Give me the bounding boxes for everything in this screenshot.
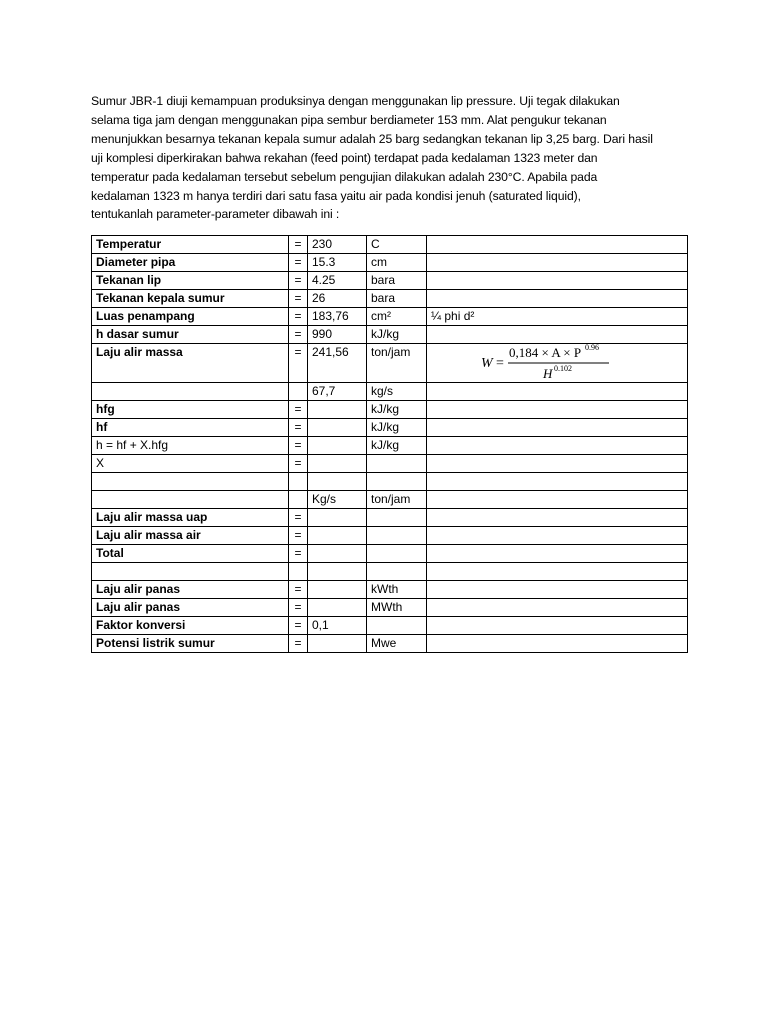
row-unit: cm²	[367, 308, 427, 326]
row-equals	[289, 473, 308, 491]
row-note	[427, 527, 688, 545]
problem-line: tentukanlah parameter-parameter dibawah ini :	[91, 207, 340, 222]
row-value	[308, 401, 367, 419]
table-row	[92, 290, 688, 308]
row-label	[92, 563, 289, 581]
row-label: Laju alir panas	[92, 581, 289, 599]
row-equals	[289, 383, 308, 401]
row-value	[308, 419, 367, 437]
row-note: ¼ phi d²	[427, 308, 688, 326]
row-unit	[367, 473, 427, 491]
row-label: Laju alir massa air	[92, 527, 289, 545]
row-note	[427, 635, 688, 653]
row-note	[427, 383, 688, 401]
row-note	[427, 437, 688, 455]
row-value	[308, 455, 367, 473]
row-equals: =	[289, 254, 308, 272]
row-note	[427, 272, 688, 290]
row-value: 183,76	[308, 308, 367, 326]
row-equals	[289, 563, 308, 581]
table-row	[92, 635, 688, 653]
table-row	[92, 344, 688, 383]
row-label: Tekanan lip	[92, 272, 289, 290]
row-equals: =	[289, 326, 308, 344]
table-row	[92, 401, 688, 419]
table-row	[92, 326, 688, 344]
row-note	[427, 401, 688, 419]
row-note	[427, 473, 688, 491]
row-equals: =	[289, 401, 308, 419]
row-note	[427, 491, 688, 509]
row-label: Temperatur	[92, 236, 289, 254]
row-value	[308, 527, 367, 545]
table-row	[92, 308, 688, 326]
row-value	[308, 509, 367, 527]
problem-line: selama tiga jam dengan menggunakan pipa sembur berdiameter 153 mm. Alat pengukur tekanan	[91, 112, 607, 127]
row-equals: =	[289, 290, 308, 308]
row-unit: kJ/kg	[367, 326, 427, 344]
row-unit: Mwe	[367, 635, 427, 653]
problem-line: Sumur JBR-1 diuji kemampuan produksinya dengan menggunakan lip pressure. Uji tegak dilakukan	[91, 94, 620, 108]
row-label: Laju alir panas	[92, 599, 289, 617]
row-note	[427, 290, 688, 308]
table-row	[92, 599, 688, 617]
row-equals: =	[289, 272, 308, 290]
problem-line: kedalaman 1323 m hanya terdiri dari satu fasa yaitu air pada kondisi jenuh (saturated liquid),	[91, 188, 581, 203]
problem-line: menunjukkan besarnya tekanan kepala sumur adalah 25 barg sedangkan tekanan lip 3,25 barg. Dari hasil	[91, 131, 653, 146]
row-unit: ton/jam	[367, 344, 427, 383]
row-note	[427, 326, 688, 344]
row-unit: kJ/kg	[367, 401, 427, 419]
row-unit: kWth	[367, 581, 427, 599]
row-unit: ton/jam	[367, 491, 427, 509]
problem-line: uji komplesi diperkirakan bahwa rekahan (feed point) terdapat pada kedalaman 1323 meter dan	[91, 150, 598, 165]
problem-statement	[91, 92, 687, 224]
parameter-table-body	[92, 236, 688, 653]
row-label: hf	[92, 419, 289, 437]
row-label: Tekanan kepala sumur	[92, 290, 289, 308]
row-equals: =	[289, 419, 308, 437]
table-row	[92, 617, 688, 635]
row-note	[427, 563, 688, 581]
row-value: 67,7	[308, 383, 367, 401]
table-row	[92, 383, 688, 401]
row-value: 990	[308, 326, 367, 344]
row-value: 241,56	[308, 344, 367, 383]
formula-numerator: 0,184 × A × P	[509, 345, 582, 360]
row-unit	[367, 563, 427, 581]
row-equals: =	[289, 509, 308, 527]
row-note	[427, 344, 688, 383]
row-label: Laju alir massa	[92, 344, 289, 383]
row-unit: kJ/kg	[367, 437, 427, 455]
table-row	[92, 563, 688, 581]
formula-lhs: W	[481, 356, 493, 371]
table-row	[92, 236, 688, 254]
row-label: Total	[92, 545, 289, 563]
row-value	[308, 635, 367, 653]
row-equals: =	[289, 617, 308, 635]
row-label: Faktor konversi	[92, 617, 289, 635]
row-equals: =	[289, 599, 308, 617]
row-equals: =	[289, 236, 308, 254]
row-unit	[367, 545, 427, 563]
row-value: 15.3	[308, 254, 367, 272]
table-row	[92, 419, 688, 437]
table-row	[92, 473, 688, 491]
table-row	[92, 581, 688, 599]
row-unit	[367, 527, 427, 545]
row-label: h = hf + X.hfg	[92, 437, 289, 455]
row-unit: C	[367, 236, 427, 254]
row-note	[427, 254, 688, 272]
row-equals: =	[289, 545, 308, 563]
formula-graphic	[481, 344, 641, 383]
row-note	[427, 236, 688, 254]
row-label: h dasar sumur	[92, 326, 289, 344]
row-value	[308, 563, 367, 581]
table-row	[92, 437, 688, 455]
table-row	[92, 545, 688, 563]
row-label	[92, 473, 289, 491]
row-value	[308, 437, 367, 455]
row-unit: bara	[367, 290, 427, 308]
row-equals: =	[289, 344, 308, 383]
row-equals: =	[289, 581, 308, 599]
row-note	[427, 545, 688, 563]
row-unit: bara	[367, 272, 427, 290]
row-label	[92, 491, 289, 509]
formula-equals: =	[496, 356, 504, 371]
row-note	[427, 419, 688, 437]
row-equals: =	[289, 308, 308, 326]
row-unit: MWth	[367, 599, 427, 617]
mass-flow-formula	[431, 344, 687, 382]
table-row	[92, 509, 688, 527]
row-unit: kJ/kg	[367, 419, 427, 437]
row-label: Diameter pipa	[92, 254, 289, 272]
row-value: Kg/s	[308, 491, 367, 509]
row-label	[92, 383, 289, 401]
formula-numerator-exponent: 0.96	[585, 343, 599, 352]
row-label: Potensi listrik sumur	[92, 635, 289, 653]
row-value	[308, 473, 367, 491]
row-unit	[367, 509, 427, 527]
row-label: X	[92, 455, 289, 473]
row-value: 0,1	[308, 617, 367, 635]
formula-denominator: H	[543, 366, 553, 381]
row-unit	[367, 617, 427, 635]
row-note	[427, 617, 688, 635]
row-value	[308, 599, 367, 617]
row-label: Laju alir massa uap	[92, 509, 289, 527]
row-unit	[367, 455, 427, 473]
row-note	[427, 509, 688, 527]
table-row	[92, 491, 688, 509]
table-row	[92, 527, 688, 545]
problem-line: temperatur pada kedalaman tersebut sebelum pengujian dilakukan adalah 230°C. Apabila pada	[91, 169, 598, 184]
row-value: 230	[308, 236, 367, 254]
row-equals: =	[289, 437, 308, 455]
parameter-table	[91, 235, 688, 653]
row-equals: =	[289, 527, 308, 545]
row-unit: kg/s	[367, 383, 427, 401]
row-note	[427, 581, 688, 599]
row-unit: cm	[367, 254, 427, 272]
row-label: hfg	[92, 401, 289, 419]
formula-denominator-exponent: 0.102	[554, 364, 572, 373]
row-value	[308, 581, 367, 599]
row-equals	[289, 491, 308, 509]
row-note	[427, 455, 688, 473]
table-row	[92, 455, 688, 473]
row-value	[308, 545, 367, 563]
table-row	[92, 272, 688, 290]
row-equals: =	[289, 455, 308, 473]
row-value: 26	[308, 290, 367, 308]
row-note	[427, 599, 688, 617]
table-row	[92, 254, 688, 272]
row-equals: =	[289, 635, 308, 653]
row-label: Luas penampang	[92, 308, 289, 326]
row-value: 4.25	[308, 272, 367, 290]
